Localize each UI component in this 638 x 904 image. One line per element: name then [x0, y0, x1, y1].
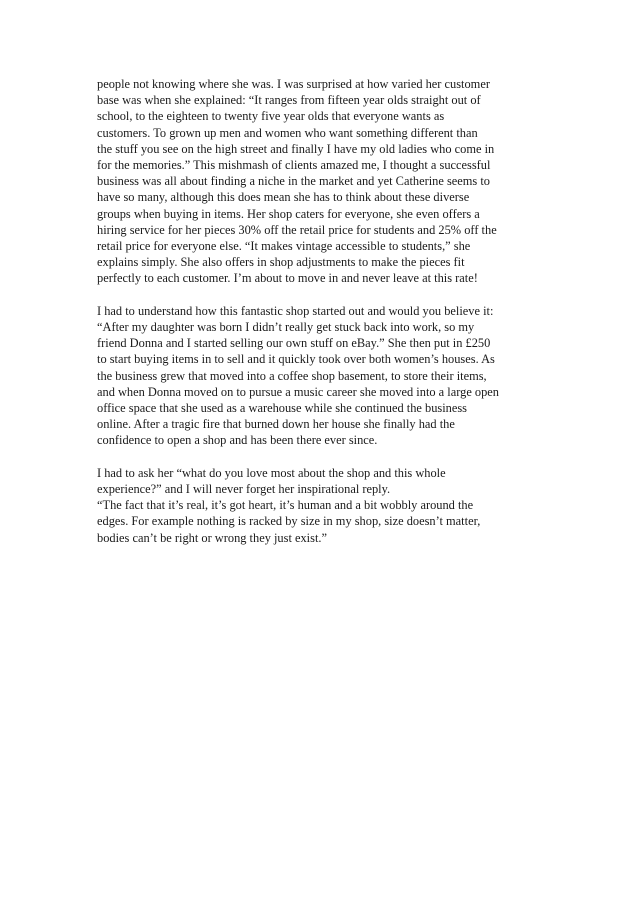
- text-line: perfectly to each customer. I’m about to move in and never leave at this rate!: [97, 271, 478, 286]
- text-line: school, to the eighteen to twenty five year olds that everyone wants as: [97, 109, 445, 124]
- text-line: “After my daughter was born I didn’t really get stuck back into work, so my: [97, 320, 475, 335]
- text-line: online. After a tragic fire that burned down her house she finally had the: [97, 417, 455, 432]
- text-line: have so many, although this does mean she has to think about these diverse: [97, 190, 470, 205]
- text-line: retail price for everyone else. “It makes vintage accessible to students,” she: [97, 239, 471, 254]
- text-line: for the memories.” This mishmash of clients amazed me, I thought a successful: [97, 158, 491, 173]
- text-line: groups when buying in items. Her shop caters for everyone, she even offers a: [97, 206, 480, 221]
- text-line: edges. For example nothing is racked by size in my shop, size doesn’t matter,: [97, 514, 481, 529]
- text-line: hiring service for her pieces 30% off the retail price for students and 25% off the: [97, 222, 497, 237]
- text-line: people not knowing where she was. I was surprised at how varied her customer: [97, 77, 490, 91]
- text-line: I had to understand how this fantastic shop started out and would you believe it:: [97, 303, 494, 318]
- paragraph-history: [97, 303, 547, 449]
- text-line: I had to ask her “what do you love most about the shop and this whole: [97, 465, 446, 480]
- paragraph-customers: [97, 76, 547, 287]
- text-line: to start buying items in to sell and it quickly took over both women’s houses. As: [97, 352, 495, 367]
- text-line: the stuff you see on the high street and finally I have my old ladies who come in: [97, 141, 495, 156]
- text-line: office space that she used as a warehouse while she continued the business: [97, 401, 468, 416]
- article-body: [97, 76, 547, 562]
- text-line: friend Donna and I started selling our own stuff on eBay.” She then put in £250: [97, 336, 491, 351]
- paragraph-quote: [97, 465, 547, 546]
- text-line: confidence to open a shop and has been there ever since.: [97, 433, 378, 448]
- text-line: bodies can’t be right or wrong they just exist.”: [97, 530, 327, 545]
- text-line: and when Donna moved on to pursue a music career she moved into a large open: [97, 384, 499, 399]
- text-line: experience?” and I will never forget her inspirational reply.: [97, 482, 391, 497]
- text-line: customers. To grown up men and women who want something different than: [97, 125, 478, 140]
- text-line: business was all about finding a niche in the market and yet Catherine seems to: [97, 174, 490, 189]
- text-line: the business grew that moved into a coffee shop basement, to store their items,: [97, 368, 487, 383]
- text-line: explains simply. She also offers in shop adjustments to make the pieces fit: [97, 255, 465, 270]
- text-line: base was when she explained: “It ranges from fifteen year olds straight out of: [97, 93, 481, 108]
- text-line: “The fact that it’s real, it’s got heart, it’s human and a bit wobbly around the: [97, 498, 474, 513]
